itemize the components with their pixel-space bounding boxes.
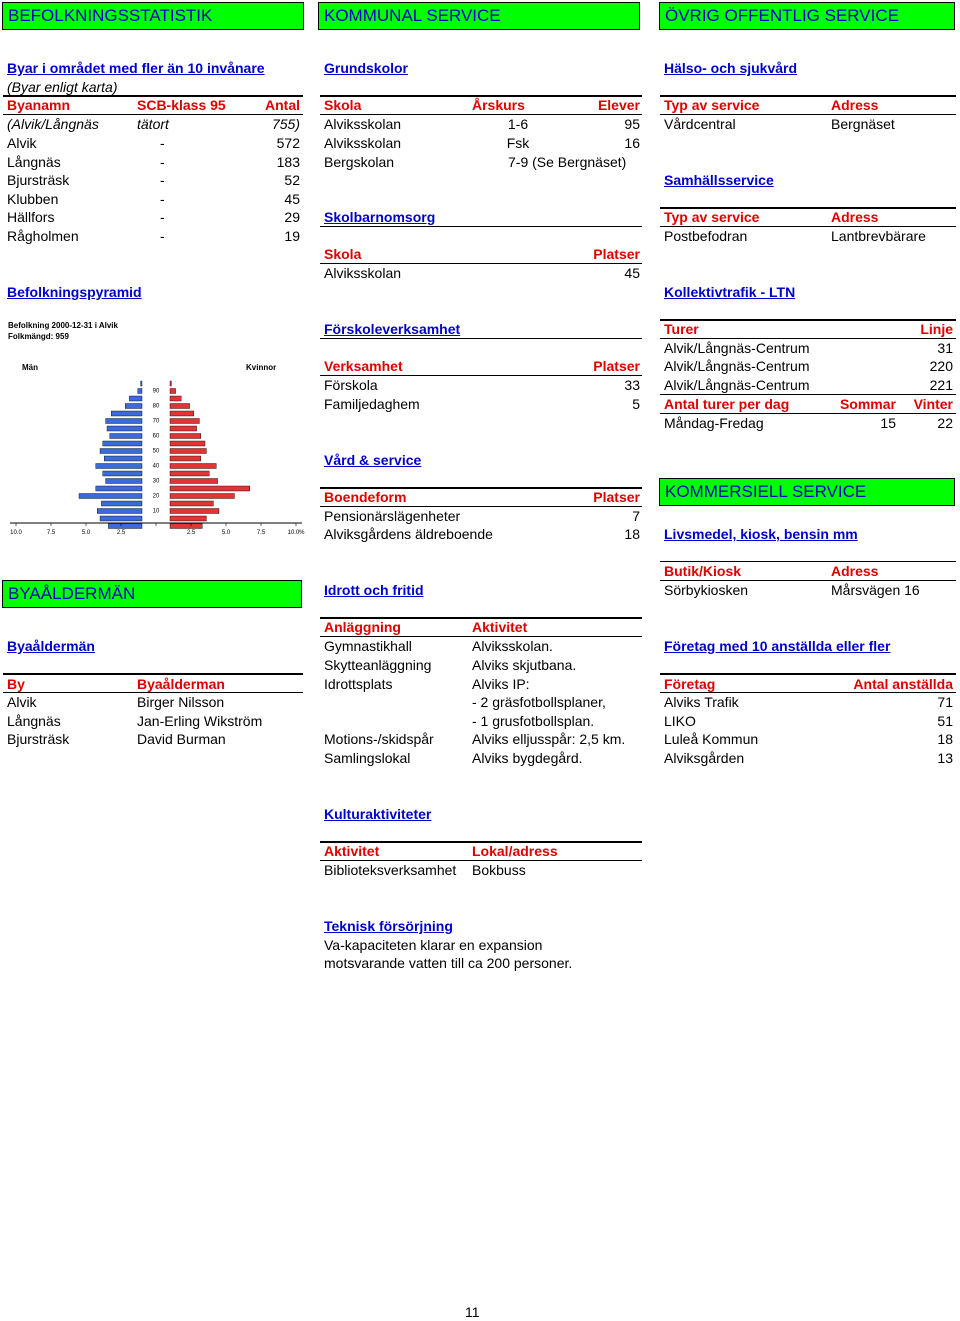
bar-women-20-24: [170, 494, 234, 499]
table-cell: 45: [284, 191, 300, 207]
forskola-rule2: [320, 375, 642, 376]
teknisk-line-2: motsvarande vatten till ca 200 personer.: [324, 955, 573, 971]
table-cell: 19: [284, 228, 300, 244]
table-cell: 221: [929, 377, 953, 393]
byar-rule2: [3, 114, 303, 115]
table-cell: Alviks skjutbana.: [472, 657, 577, 673]
table-row: Alvik/Långnäs-Centrum: [664, 340, 810, 356]
bar-men-45-49: [104, 456, 142, 461]
turer-col-sommar: Sommar: [839, 396, 896, 412]
bar-men-35-39: [103, 471, 142, 476]
table-row: Luleå Kommun: [664, 731, 759, 747]
table-cell: Alviks bygdegård.: [472, 750, 583, 766]
bar-men-90-94: [138, 389, 142, 394]
alderman-rule: [3, 673, 303, 675]
x-tick-label: 7.5: [46, 530, 56, 536]
skolbarn-title: Skolbarnomsorg: [324, 209, 436, 225]
x-tick-label: 7.5: [256, 530, 266, 536]
vard-col-platser: Platser: [593, 489, 640, 505]
livsmedel-rule2: [660, 580, 956, 581]
age-label-70: 70: [152, 418, 160, 425]
bar-women-10-14: [170, 509, 219, 514]
x-tick-label: 10.0: [10, 530, 22, 536]
bar-women-80-84: [170, 404, 190, 409]
table-row: Alvik/Långnäs-Centrum: [664, 377, 810, 393]
foretag-col-foretag: Företag: [664, 676, 716, 692]
vard-rule2: [320, 506, 642, 507]
bar-men-5-9: [100, 516, 142, 521]
bar-women-45-49: [170, 456, 201, 461]
bar-men-25-29: [96, 486, 142, 491]
grundskolor-title: Grundskolor: [324, 60, 409, 76]
livsmedel-rule: [660, 561, 956, 562]
table-row: Alviksgårdens äldreboende: [324, 526, 493, 542]
table-cell: -: [160, 154, 165, 170]
table-row: Alvik: [7, 694, 37, 710]
samhall-rule2: [660, 226, 956, 227]
bar-men-60-64: [110, 434, 142, 439]
table-row: Skytteanläggning: [324, 657, 432, 673]
age-label-10: 10: [152, 508, 160, 515]
table-cell: 7: [632, 508, 640, 524]
table-row: Gymnastikhall: [324, 638, 412, 654]
bar-women-35-39: [170, 471, 209, 476]
table-row: LIKO: [664, 713, 696, 729]
livsmedel-title: Livsmedel, kiosk, bensin mm: [664, 526, 858, 542]
table-row: Alviksgården: [664, 750, 745, 766]
foretag-col-antal: Antal anställda: [853, 676, 953, 692]
table-row: Pensionärslägenheter: [324, 508, 461, 524]
table-row: Alviksskolan: [324, 116, 402, 132]
table-cell: 71: [937, 694, 953, 710]
idrott-col-anlaggning: Anläggning: [324, 619, 401, 635]
alderman-title: Byaåldermän: [7, 638, 95, 654]
skolbarn-col-platser: Platser: [593, 246, 640, 262]
bar-women-5-9: [170, 516, 206, 521]
samhall-col-adress: Adress: [831, 209, 879, 225]
table-row: Alviksskolan: [324, 265, 402, 281]
forskola-rule: [320, 338, 642, 339]
pyramid-caption-2: Folkmängd: 959: [8, 332, 69, 341]
header-byaldermen: BYAÅLDERMÄN: [2, 580, 302, 608]
bar-men-70-74: [106, 419, 142, 424]
bar-men-80-84: [125, 404, 142, 409]
table-cell: 45: [624, 265, 640, 281]
kollektiv-rule3: [660, 394, 956, 395]
idrott-rule2: [320, 636, 642, 637]
header-ovrig-offentlig-service: ÖVRIG OFFENTLIG SERVICE: [659, 2, 955, 30]
table-cell: 22: [937, 415, 953, 431]
table-row: Postbefodran: [664, 228, 748, 244]
livsmedel-col-butik: Butik/Kiosk: [664, 563, 742, 579]
pyramid-caption-1: Befolkning 2000-12-31 i Alvik: [8, 321, 118, 330]
bar-women-85-89: [170, 396, 181, 401]
kollektiv-col-turer: Turer: [664, 321, 699, 337]
age-label-80: 80: [152, 403, 160, 410]
age-label-40: 40: [152, 463, 160, 470]
table-row: Måndag-Fredag: [664, 415, 764, 431]
bar-men-95-99: [141, 381, 142, 386]
table-row: Bergskolan: [324, 154, 395, 170]
forskola-col-platser: Platser: [593, 358, 640, 374]
table-cell: 29: [284, 209, 300, 225]
table-row: (Alvik/Långnäs: [7, 116, 99, 132]
age-label-30: 30: [152, 478, 160, 485]
table-cell: 15: [880, 415, 896, 431]
foretag-rule: [660, 673, 956, 675]
bar-women-15-19: [170, 501, 213, 506]
byar-col-antal: Antal: [265, 97, 300, 113]
byar-col-scb: SCB-klass 95: [137, 97, 226, 113]
bar-women-60-64: [170, 434, 201, 439]
bar-women-50-54: [170, 449, 206, 454]
table-cell: 51: [937, 713, 953, 729]
table-cell: David Burman: [137, 731, 226, 747]
header-kommunal-service: KOMMUNAL SERVICE: [318, 2, 640, 30]
kultur-col-aktivitet: Aktivitet: [324, 843, 380, 859]
bar-men-30-34: [106, 479, 142, 484]
skolbarn-rule: [320, 226, 642, 227]
forskola-col-verksamhet: Verksamhet: [324, 358, 403, 374]
table-row: Alviks Trafik: [664, 694, 739, 710]
bar-men-20-24: [79, 494, 142, 499]
bar-women-90-94: [170, 389, 176, 394]
table-row: Samlingslokal: [324, 750, 411, 766]
table-row: Rågholmen: [7, 228, 79, 244]
bar-men-85-89: [129, 396, 142, 401]
table-row: Motions-/skidspår: [324, 731, 434, 747]
table-row: Vårdcentral: [664, 116, 736, 132]
table-cell: Jan-Erling Wikström: [137, 713, 263, 729]
grundskolor-col-arskurs: Årskurs: [472, 97, 525, 113]
table-row: Bjursträsk: [7, 172, 70, 188]
age-label-50: 50: [152, 448, 160, 455]
x-tick-label: 2.5: [186, 530, 196, 536]
skolbarn-col-skola: Skola: [324, 246, 362, 262]
halso-rule2: [660, 114, 956, 115]
alderman-col-name: Byaålderman: [137, 676, 225, 692]
bar-women-75-79: [170, 411, 194, 416]
table-cell: tätort: [137, 116, 169, 132]
teknisk-line-1: Va-kapaciteten klarar en expansion: [324, 937, 543, 953]
bar-men-10-14: [97, 509, 142, 514]
table-row: Klubben: [7, 191, 59, 207]
table-cell: 31: [937, 340, 953, 356]
alderman-rule2: [3, 692, 303, 693]
table-cell: Mårsvägen 16: [831, 582, 920, 598]
bar-women-0-4: [170, 524, 202, 529]
table-row: Långnäs: [7, 713, 61, 729]
table-row: Bjursträsk: [7, 731, 70, 747]
table-cell: 1-6: [507, 116, 529, 132]
table-cell: Bokbuss: [472, 862, 526, 878]
halso-col-adress: Adress: [831, 97, 879, 113]
bar-women-30-34: [170, 479, 218, 484]
table-row: Alviksskolan: [324, 135, 402, 151]
bar-men-15-19: [101, 501, 142, 506]
bar-women-65-69: [170, 426, 197, 431]
women-label: Kvinnor: [246, 363, 277, 372]
livsmedel-col-adress: Adress: [831, 563, 879, 579]
alderman-col-by: By: [7, 676, 25, 692]
table-row: Familjedaghem: [324, 396, 420, 412]
table-cell: 52: [284, 172, 300, 188]
kultur-rule2: [320, 860, 642, 861]
table-cell: -: [160, 172, 165, 188]
idrott-col-aktivitet: Aktivitet: [472, 619, 528, 635]
age-label-90: 90: [152, 388, 160, 395]
x-tick-label: 5.0: [221, 530, 231, 536]
header-kommersiell-service: KOMMERSIELL SERVICE: [659, 478, 955, 506]
foretag-rule2: [660, 692, 956, 693]
table-cell: 220: [929, 358, 953, 374]
x-tick-label: 2.5: [116, 530, 126, 536]
halso-col-typ: Typ av service: [664, 97, 760, 113]
age-label-60: 60: [152, 433, 160, 440]
bar-women-70-74: [170, 419, 199, 424]
bar-women-95-99: [170, 381, 171, 386]
byar-col-name: Byanamn: [7, 97, 71, 113]
bar-men-65-69: [107, 426, 142, 431]
table-row: Idrottsplats: [324, 676, 393, 692]
table-row: Sörbykiosken: [664, 582, 749, 598]
table-cell: -: [160, 228, 165, 244]
bar-men-50-54: [100, 449, 142, 454]
grundskolor-col-elever: Elever: [597, 97, 640, 113]
kollektiv-title: Kollektivtrafik - LTN: [664, 284, 796, 300]
kollektiv-col-linje: Linje: [920, 321, 953, 337]
kultur-col-lokal: Lokal/adress: [472, 843, 558, 859]
x-tick-label: 5.0: [81, 530, 91, 536]
teknisk-title: Teknisk försörjning: [324, 918, 453, 934]
header-befolkningsstatistik: BEFOLKNINGSSTATISTIK: [2, 2, 304, 30]
table-cell: Alviksskolan.: [472, 638, 553, 654]
samhall-title: Samhällsservice: [664, 172, 774, 188]
table-cell: Alviks elljusspår: 2,5 km.: [472, 731, 626, 747]
byar-title: Byar i området med fler än 10 invånare: [7, 60, 265, 76]
table-cell: 33: [624, 377, 640, 393]
table-row: Alvik: [7, 135, 37, 151]
table-cell: -: [160, 135, 165, 151]
grundskolor-rule2: [320, 114, 642, 115]
bar-men-55-59: [103, 441, 142, 446]
population-pyramid-chart: [6, 319, 306, 539]
page-number: 11: [465, 1304, 480, 1320]
bar-women-40-44: [170, 464, 216, 469]
table-cell: Birger Nilsson: [137, 694, 225, 710]
table-cell: Alviks IP:: [472, 676, 530, 692]
pyramid-title: Befolkningspyramid: [7, 284, 142, 300]
halso-title: Hälso- och sjukvård: [664, 60, 798, 76]
vard-col-boendeform: Boendeform: [324, 489, 407, 505]
table-cell: 5: [632, 396, 640, 412]
table-row: Långnäs: [7, 154, 61, 170]
table-cell: -: [160, 209, 165, 225]
turer-col-antal: Antal turer per dag: [664, 396, 790, 412]
bar-women-55-59: [170, 441, 205, 446]
table-cell: 7-9 (Se Bergnäset): [508, 154, 627, 170]
foretag-title: Företag med 10 anställda eller fler: [664, 638, 891, 654]
x-tick-label: 10.0%: [287, 530, 305, 536]
skolbarn-rule2: [320, 263, 642, 264]
table-cell: 572: [276, 135, 300, 151]
kultur-title: Kulturaktiviteter: [324, 806, 432, 822]
turer-rule: [660, 413, 956, 414]
bar-women-25-29: [170, 486, 250, 491]
idrott-title: Idrott och fritid: [324, 582, 424, 598]
table-cell: 16: [624, 135, 640, 151]
table-cell: 18: [624, 526, 640, 542]
bar-men-0-4: [108, 524, 142, 529]
bar-men-75-79: [111, 411, 142, 416]
table-cell: Bergnäset: [831, 116, 895, 132]
samhall-col-typ: Typ av service: [664, 209, 760, 225]
table-row: Alvik/Långnäs-Centrum: [664, 358, 810, 374]
table-row: Hällfors: [7, 209, 55, 225]
men-label: Män: [22, 363, 38, 372]
table-cell: - 2 gräsfotbollsplaner,: [472, 694, 606, 710]
table-row: Förskola: [324, 377, 378, 393]
turer-col-vinter: Vinter: [913, 396, 953, 412]
table-cell: Lantbrevbärare: [831, 228, 926, 244]
bar-men-40-44: [96, 464, 142, 469]
table-cell: 18: [937, 731, 953, 747]
table-cell: - 1 grusfotbollsplan.: [472, 713, 595, 729]
table-cell: 13: [937, 750, 953, 766]
age-label-20: 20: [152, 493, 160, 500]
byar-subtitle: (Byar enligt karta): [7, 79, 118, 95]
table-cell: -: [160, 191, 165, 207]
vard-title: Vård & service: [324, 452, 422, 468]
table-cell: 95: [624, 116, 640, 132]
table-cell: 183: [276, 154, 300, 170]
kollektiv-rule2: [660, 338, 956, 339]
grundskolor-col-skola: Skola: [324, 97, 362, 113]
table-cell: Fsk: [506, 135, 530, 151]
table-row: Biblioteksverksamhet: [324, 862, 457, 878]
forskola-title: Förskoleverksamhet: [324, 321, 461, 337]
table-cell: 755): [271, 116, 300, 132]
